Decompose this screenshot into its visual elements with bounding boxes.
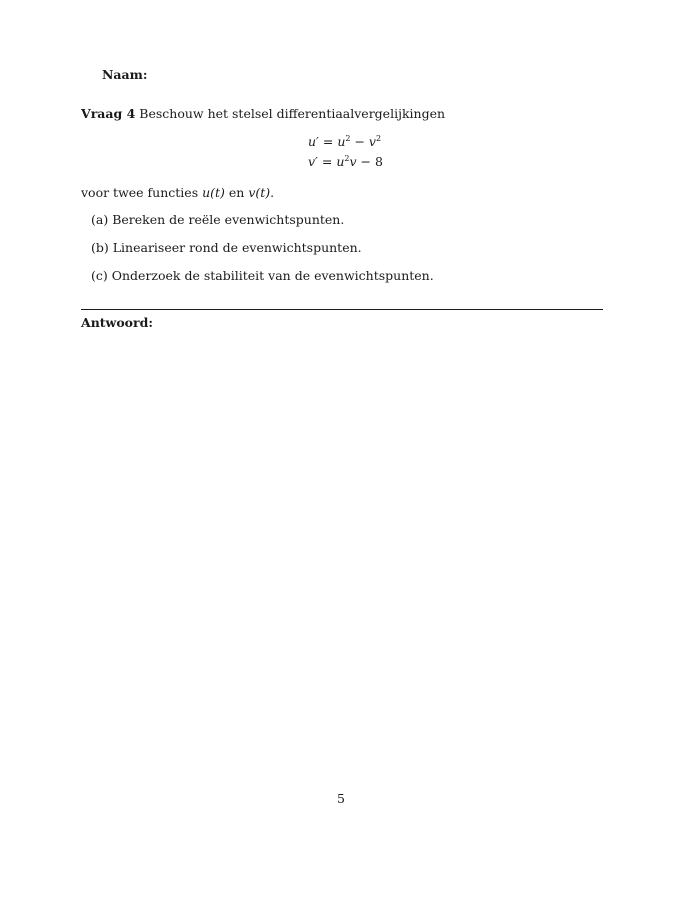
equation-1-term-a: u: [337, 134, 346, 149]
question-heading: [81, 106, 445, 121]
part-a-marker: (a): [91, 212, 109, 227]
equation-2-lhs: v′: [308, 154, 318, 169]
part-b-marker: (b): [91, 240, 109, 255]
equation-1-exp-a: 2: [345, 134, 351, 143]
equation-2-term-b: v: [349, 154, 357, 169]
equation-2-exp-a: 2: [344, 154, 350, 163]
equation-1-lhs: u′: [308, 134, 319, 149]
name-label: Naam:: [102, 67, 148, 82]
functions-post: .: [270, 185, 275, 200]
part-c-marker: (c): [91, 268, 108, 283]
equation-1-op: −: [354, 134, 365, 149]
equation-1: $u' = u^2 - v^2$: [308, 134, 382, 149]
answer-label: Antwoord:: [81, 315, 153, 330]
equation-2-term-a: u: [336, 154, 345, 169]
equation-2-op: −: [360, 154, 372, 169]
part-c-text: Onderzoek de stabiliteit van de evenwichtspunten.: [111, 268, 434, 283]
list-item: [91, 240, 362, 255]
functions-mid: en: [224, 185, 249, 200]
horizontal-rule: [81, 309, 603, 310]
part-b-text: Lineariseer rond de evenwichtspunten.: [112, 240, 362, 255]
equation-2: $v' = u^2v - 8$: [308, 154, 383, 169]
equation-2-const: 8: [375, 154, 383, 169]
equation-1-exp-b: 2: [375, 134, 382, 143]
question-intro: Beschouw het stelsel differentiaalvergelijkingen: [139, 106, 446, 121]
functions-sentence: [81, 185, 274, 200]
list-item: [91, 212, 344, 227]
part-a-text: Bereken de reële evenwichtspunten.: [112, 212, 345, 227]
function-u: u(t): [202, 185, 225, 200]
function-v: v(t): [248, 185, 271, 200]
page-number: 5: [337, 791, 345, 806]
functions-pre: voor twee functies: [81, 185, 203, 200]
question-label: Vraag 4: [81, 106, 136, 121]
equation-1-term-b: v: [368, 134, 376, 149]
list-item: [91, 268, 434, 283]
